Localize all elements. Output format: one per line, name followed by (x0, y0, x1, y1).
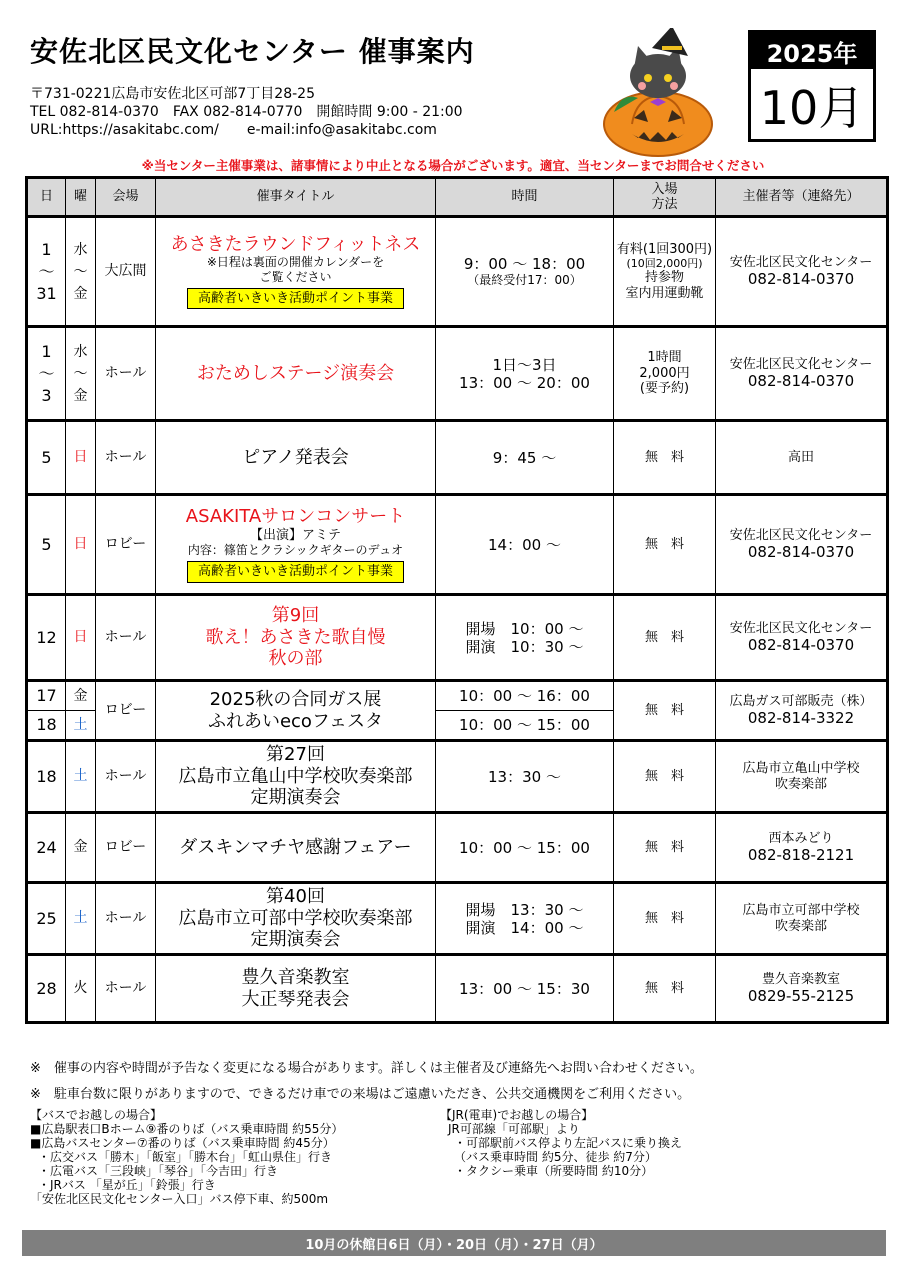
title-cell: ASAKITAサロンコンサート 【出演】アミテ 内容：篠笛とクラシックギターのデュオ 高齢者いきいき活動ポイント事業 (156, 495, 436, 595)
fee-cell: 無 料 (614, 681, 716, 741)
organizer-cell: 高田 (716, 421, 888, 495)
header-weekday: 曜 (66, 178, 96, 217)
title-cell: 第27回 広島市立亀山中学校吹奏楽部 定期演奏会 (156, 741, 436, 813)
fee-cell: 無 料 (614, 813, 716, 883)
bus-access-heading: 【バスでお越しの場合】 (30, 1108, 163, 1122)
day-cell: 1 ～ 31 (27, 217, 66, 327)
venue-cell: ロビー (96, 681, 156, 741)
venue-cell: ホール (96, 421, 156, 495)
header-title: 催事タイトル (156, 178, 436, 217)
venue-cell: 大広間 (96, 217, 156, 327)
fee-cell: 1時間 2,000円 (要予約) (614, 327, 716, 421)
bus-access-line: ■広島バスセンター⑦番のりば（バス乗車時間 約45分） (30, 1136, 335, 1150)
weekday-cell: 水 ～ 金 (66, 217, 96, 327)
fee-cell: 無 料 (614, 741, 716, 813)
table-row (27, 495, 888, 595)
table-row (27, 217, 888, 327)
header-entry: 入場 方法 (614, 178, 716, 217)
time-cell: 13：30 ～ (436, 741, 614, 813)
header-day: 日 (27, 178, 66, 217)
notes-section (30, 1056, 703, 1108)
time-cell: 開場 10：00 ～ 開演 10：30 ～ (436, 595, 614, 681)
organizer-cell: 広島市立可部中学校 吹奏楽部 (716, 883, 888, 955)
weekday-cell: 土 (66, 883, 96, 955)
weekday-cell: 火 (66, 955, 96, 1023)
venue-cell: ホール (96, 955, 156, 1023)
time-cell: 開場 13：30 ～ 開演 14：00 ～ (436, 883, 614, 955)
organizer-cell: 豊久音楽教室 0829-55-2125 (716, 955, 888, 1023)
weekday-cell: 日 (66, 495, 96, 595)
title-cell: 2025秋の合同ガス展 ふれあいecoフェスタ (156, 681, 436, 741)
time-cell: 14：00 ～ (436, 495, 614, 595)
bus-access-line: ・広交バス「勝木」「飯室」「勝木台」「虹山県住」行き (38, 1150, 333, 1164)
venue-cell: ホール (96, 595, 156, 681)
year-month-box (748, 30, 876, 142)
weekday-cell: 日 (66, 421, 96, 495)
note-parking: ※ 駐車台数に限りがありますので、できるだけ車での来場はご遠慮いただき、公共交通機関をご利用ください。 (30, 1087, 691, 1102)
weekday-cell: 水 ～ 金 (66, 327, 96, 421)
jr-access-line: （バス乗車時間 約5分、徒歩 約7分） (454, 1150, 657, 1164)
title-cell: ピアノ発表会 (156, 421, 436, 495)
address-text: 〒731-0221広島市安佐北区可部7丁目28-25 (30, 86, 315, 102)
venue-cell: ホール (96, 883, 156, 955)
time-cell: 9：45 ～ (436, 421, 614, 495)
time-cell: 13：00 ～ 15：30 (436, 955, 614, 1023)
weekday-cell: 金 (66, 681, 96, 711)
organizer-cell: 広島ガス可部販売（株） 082-814-3322 (716, 681, 888, 741)
day-cell: 28 (27, 955, 66, 1023)
table-row (27, 595, 888, 681)
venue-cell: ホール (96, 327, 156, 421)
header-venue: 会場 (96, 178, 156, 217)
jr-access-line: ・タクシー乗車（所要時間 約10分） (454, 1164, 654, 1178)
fee-cell: 無 料 (614, 495, 716, 595)
bus-access-line: ・広電バス「三段峡」「琴谷」「今吉田」行き (38, 1164, 279, 1178)
organizer-cell: 安佐北区民文化センター 082-814-0370 (716, 327, 888, 421)
venue-cell: ホール (96, 741, 156, 813)
organizer-cell: 安佐北区民文化センター 082-814-0370 (716, 217, 888, 327)
day-cell: 24 (27, 813, 66, 883)
day-cell: 25 (27, 883, 66, 955)
fee-cell: 無 料 (614, 421, 716, 495)
activity-point-badge: 高齢者いきいき活動ポイント事業 (187, 561, 404, 583)
day-cell: 5 (27, 495, 66, 595)
table-row (27, 327, 888, 421)
day-cell: 12 (27, 595, 66, 681)
table-header-row (27, 178, 888, 217)
table-row (27, 883, 888, 955)
time-cell: 9：00 ～ 18：00 （最終受付17：00） (436, 217, 614, 327)
day-cell: 5 (27, 421, 66, 495)
table-row (27, 955, 888, 1023)
bus-access-line: ■広島駅表口Bホーム⑨番のりば（バス乗車時間 約55分） (30, 1122, 344, 1136)
day-cell: 18 (27, 741, 66, 813)
page-title: 安佐北区民文化センター 催事案内 (30, 35, 475, 68)
title-cell: ダスキンマチヤ感謝フェアー (156, 813, 436, 883)
fee-cell: 有料(1回300円) (10回2,000円) 持参物 室内用運動靴 (614, 217, 716, 327)
fee-cell: 無 料 (614, 883, 716, 955)
header-organizer: 主催者等（連絡先） (716, 178, 888, 217)
table-row (27, 813, 888, 883)
bus-access-section (30, 1108, 343, 1206)
organizer-cell: 西本みどり 082-818-2121 (716, 813, 888, 883)
jr-access-section (440, 1108, 682, 1178)
time-cell: 10：00 ～ 15：00 (436, 813, 614, 883)
weekday-cell: 土 (66, 741, 96, 813)
month-label: 10月 (759, 81, 865, 135)
contact-text: TEL 082-814-0370 FAX 082-814-0770 開館時間 9:00 - 21:00 (30, 104, 463, 120)
time-cell: 1日～3日 13：00 ～ 20：00 (436, 327, 614, 421)
day-cell: 18 (27, 711, 66, 741)
day-cell: 1 ～ 3 (27, 327, 66, 421)
bus-access-line: 「安佐北区民文化センター入口」バス停下車、約500m (30, 1192, 329, 1206)
note-schedule-change: ※ 催事の内容や時間が予告なく変更になる場合があります。詳しくは主催者及び連絡先へお問い合わせください。 (30, 1061, 703, 1076)
event-table (25, 176, 889, 1024)
cancellation-notice: ※当センター主催事業は、諸事情により中止となる場合がございます。適宜、当センターまでお問合せください (141, 158, 765, 173)
jr-access-line: JR可部線「可部駅」より (448, 1122, 580, 1136)
venue-cell: ロビー (96, 495, 156, 595)
jr-access-line: ・可部駅前バス停より左記バスに乗り換え (454, 1136, 683, 1150)
closed-days-banner: 10月の休館日6日（月）・20日（月）・27日（月） (22, 1230, 886, 1256)
day-cell: 17 (27, 681, 66, 711)
url-email-text: URL:https://asakitabc.com/ e-mail:info@asakitabc.com (30, 122, 437, 138)
year-label: 2025年 (751, 33, 873, 69)
organizer-cell: 安佐北区民文化センター 082-814-0370 (716, 495, 888, 595)
table-row (27, 741, 888, 813)
table-row (27, 681, 888, 711)
halloween-cat-pumpkin-icon (592, 28, 724, 158)
title-cell: 豊久音楽教室 大正琴発表会 (156, 955, 436, 1023)
fee-cell: 無 料 (614, 595, 716, 681)
table-row (27, 421, 888, 495)
fee-cell: 無 料 (614, 955, 716, 1023)
weekday-cell: 土 (66, 711, 96, 741)
time-cell: 10：00 ～ 16：00 (436, 681, 614, 711)
activity-point-badge: 高齢者いきいき活動ポイント事業 (187, 288, 404, 310)
header-time: 時間 (436, 178, 614, 217)
title-cell: あさきたラウンドフィットネス ※日程は裏面の開催カレンダーを ご覧ください 高齢者いきいき活動ポイント事業 (156, 217, 436, 327)
bus-access-line: ・JRバス 「星が丘」「鈴張」行き (38, 1178, 216, 1192)
weekday-cell: 金 (66, 813, 96, 883)
weekday-cell: 日 (66, 595, 96, 681)
organizer-cell: 安佐北区民文化センター 082-814-0370 (716, 595, 888, 681)
venue-cell: ロビー (96, 813, 156, 883)
jr-access-heading: 【JR(電車)でお越しの場合】 (440, 1108, 594, 1122)
title-cell: 第40回 広島市立可部中学校吹奏楽部 定期演奏会 (156, 883, 436, 955)
title-cell: 第9回 歌え！あさきた歌自慢 秋の部 (156, 595, 436, 681)
title-cell: おためしステージ演奏会 (156, 327, 436, 421)
organizer-cell: 広島市立亀山中学校 吹奏楽部 (716, 741, 888, 813)
time-cell: 10：00 ～ 15：00 (436, 711, 614, 741)
